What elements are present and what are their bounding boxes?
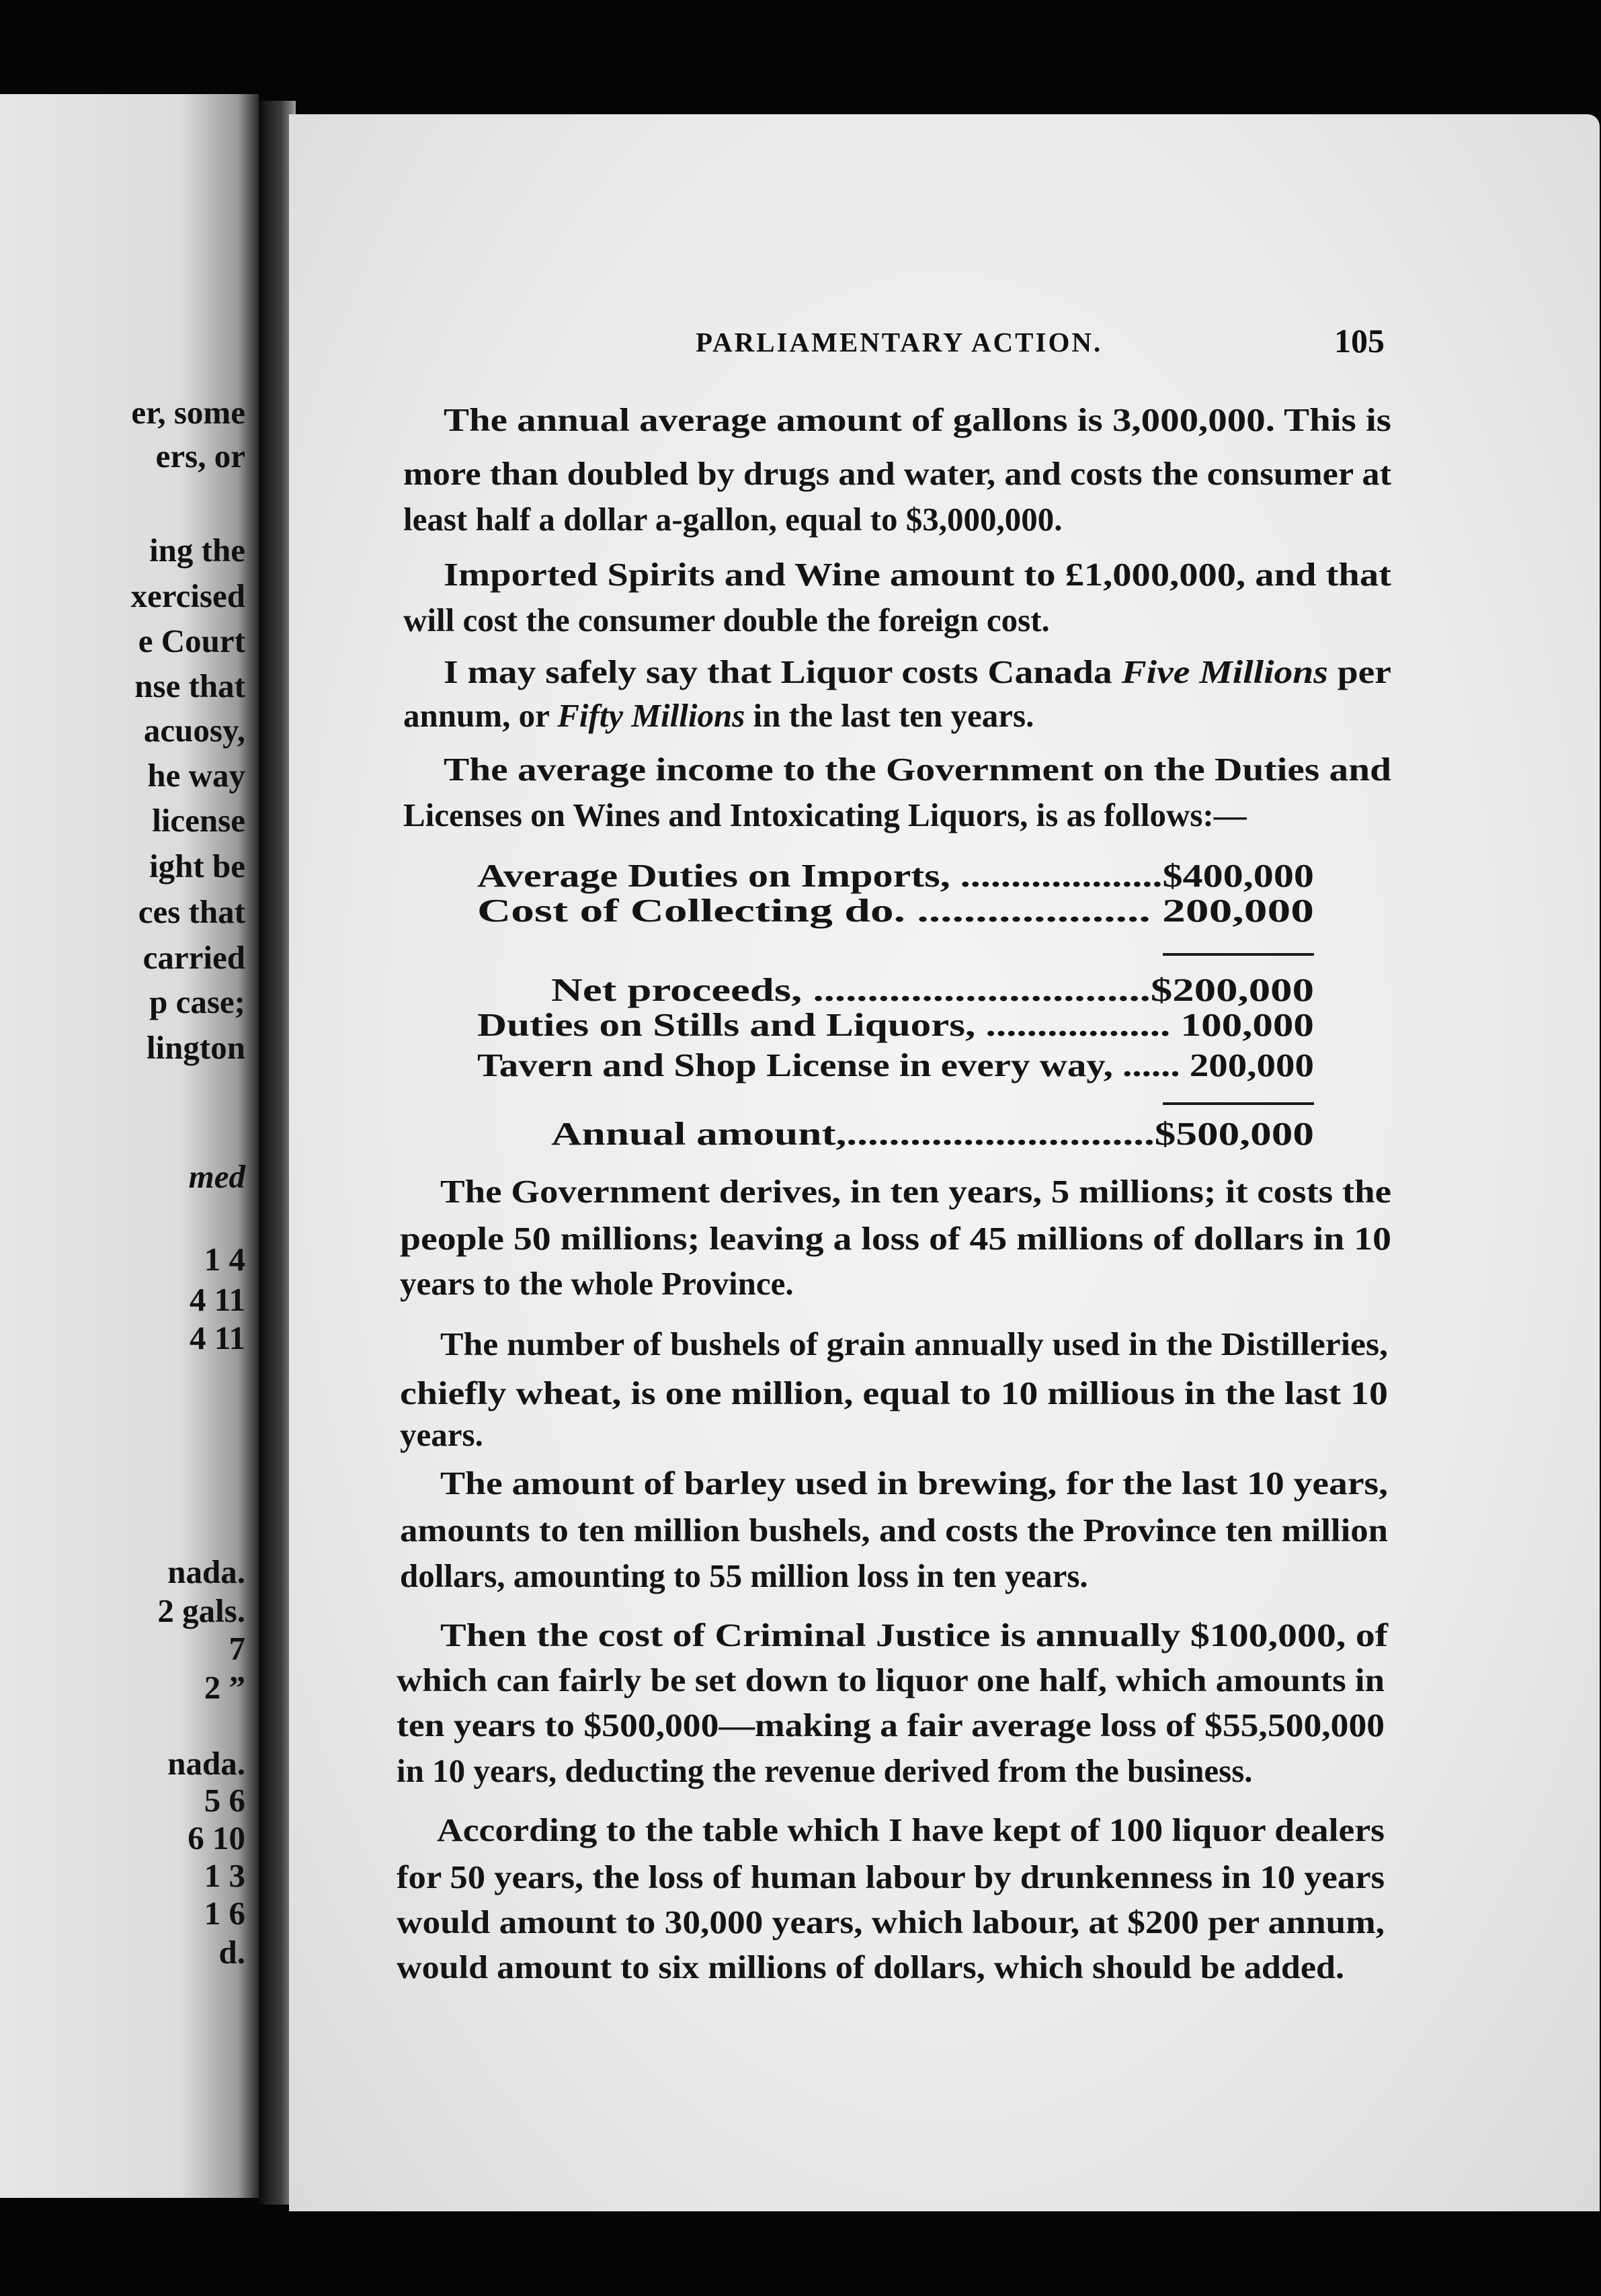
text-line: [444, 753, 1391, 786]
left-page-line: ing the: [149, 532, 245, 569]
left-page-line: nada.: [167, 1745, 245, 1782]
text-line: [477, 894, 1314, 927]
text-segment: would amount to 30,000 years, which labour, at $200 per annum,: [397, 1903, 1385, 1940]
text-segment: The number of bushels of grain annually used in the Distilleries,: [440, 1325, 1389, 1362]
left-page-line: d.: [218, 1934, 245, 1971]
text-segment: would amount to six millions of dollars, which should be added.: [397, 1949, 1344, 1985]
left-page-line: 1 3: [204, 1857, 245, 1894]
text-line: [440, 1467, 1388, 1500]
text-segment: people 50 millions; leaving a loss of 45 millions of dollars in 10: [400, 1220, 1392, 1257]
text-line: [477, 1049, 1314, 1081]
text-segment: ten years to $500,000—making a fair average loss of $55,500,000: [397, 1707, 1385, 1744]
text-line: [403, 798, 1247, 831]
text-segment: in 10 years, deducting the revenue derived from the business.: [397, 1752, 1253, 1789]
left-page-line: 5 6: [204, 1782, 245, 1819]
text-segment: The annual average amount of gallons is 3,000,000. This is: [444, 401, 1391, 438]
text-line: [444, 655, 1391, 688]
text-line: [403, 457, 1391, 490]
text-segment: least half a dollar a-gallon, equal to $3,000,000.: [403, 501, 1063, 538]
text-segment: Licenses on Wines and Intoxicating Liquors, is as follows:—: [403, 796, 1247, 833]
text-line: [551, 973, 1314, 1006]
text-segment: dollars, amounting to 55 million loss in ten years.: [400, 1557, 1088, 1594]
left-page-line: ight be: [149, 848, 245, 885]
text-segment: for 50 years, the loss of human labour by drunkenness in 10 years: [397, 1858, 1385, 1895]
left-page-line: 2 ”: [204, 1669, 245, 1706]
text-segment: Then the cost of Criminal Justice is annually $100,000, of: [440, 1616, 1389, 1653]
left-page-line: license: [152, 802, 245, 839]
text-line: [400, 1222, 1391, 1255]
text-segment: I may safely say that Liquor costs Canada: [444, 653, 1122, 690]
text-segment: more than doubled by drugs and water, and costs the consumer at: [403, 455, 1392, 492]
table-rule: [1163, 1102, 1314, 1105]
text-segment: The amount of barley used in brewing, for the last 10 years,: [440, 1465, 1389, 1502]
left-page-line: he way: [147, 757, 245, 794]
text-segment: The Government derives, in ten years, 5 millions; it costs the: [440, 1173, 1392, 1210]
text-segment: chiefly wheat, is one million, equal to 10 millious in the last 10: [400, 1375, 1389, 1411]
left-page-line: 7: [229, 1630, 245, 1667]
text-line: [397, 1754, 1253, 1787]
text-segment: Annual amount,.............................$500,000: [551, 1115, 1314, 1152]
text-line: [400, 1377, 1388, 1409]
left-page-line: nse that: [134, 667, 245, 704]
text-segment: Average Duties on Imports, ....................$400,000: [477, 857, 1314, 894]
text-line: [403, 699, 1034, 732]
text-line: [440, 1327, 1388, 1360]
text-line: [397, 1860, 1385, 1893]
text-line: [397, 1951, 1344, 1983]
text-line: [397, 1664, 1385, 1696]
text-line: [444, 403, 1391, 436]
text-line: [477, 1008, 1314, 1041]
text-line: [444, 558, 1391, 591]
text-segment: which can fairly be set down to liquor one half, which amounts in: [397, 1662, 1385, 1698]
text-line: [400, 1559, 1088, 1592]
left-page-line: acuosy,: [143, 712, 245, 749]
italic-text: Fifty Millions: [557, 697, 745, 734]
left-page-line: 1 6: [204, 1895, 245, 1932]
text-segment: The average income to the Government on the Duties and: [444, 751, 1392, 788]
text-line: [400, 1514, 1388, 1547]
left-page-line: 6 10: [188, 1819, 245, 1856]
left-page-line: nada.: [167, 1553, 245, 1590]
text-segment: years to the whole Province.: [400, 1265, 794, 1302]
text-segment: Cost of Collecting do. .................... 200,000: [477, 892, 1315, 929]
text-line: [437, 1813, 1385, 1846]
text-segment: Imported Spirits and Wine amount to £1,000,000, and that: [444, 556, 1391, 593]
text-segment: Duties on Stills and Liquors, .................. 100,000: [477, 1006, 1314, 1043]
text-line: [440, 1618, 1388, 1651]
left-page-line: e Court: [138, 622, 245, 659]
left-page-line: p case;: [149, 983, 245, 1020]
text-line: [397, 1905, 1385, 1938]
left-page-line: med: [188, 1158, 245, 1195]
left-page-line: 4 11: [189, 1319, 245, 1356]
text-line: [440, 1175, 1391, 1208]
text-segment: Net proceeds, ...............................$200,000: [551, 971, 1314, 1008]
table-rule: [1163, 953, 1314, 956]
text-line: [477, 859, 1314, 892]
text-line: [400, 1418, 483, 1451]
text-segment: amounts to ten million bushels, and costs the Province ten million: [400, 1512, 1389, 1549]
text-segment: will cost the consumer double the foreign cost.: [403, 602, 1050, 639]
left-page-line: xercised: [130, 577, 245, 614]
text-segment: per: [1327, 653, 1391, 690]
text-segment: According to the table which I have kept of 100 liquor dealers: [437, 1811, 1385, 1848]
text-line: [551, 1117, 1314, 1150]
left-page-line: 2 gals.: [157, 1592, 245, 1629]
text-segment: years.: [400, 1416, 483, 1453]
text-line: [400, 1267, 794, 1300]
left-page-line: er, some: [131, 394, 245, 431]
running-head: PARLIAMENTARY ACTION.: [696, 327, 1103, 358]
text-line: [397, 1707, 1385, 1744]
left-page-line: carried: [142, 939, 245, 976]
left-page-line: ces that: [138, 893, 245, 930]
text-line: [403, 604, 1050, 637]
left-page-line: ers, or: [155, 438, 245, 475]
left-page-line: 1 4: [204, 1241, 245, 1278]
text-line: [403, 503, 1063, 536]
previous-page-fragment: [0, 94, 259, 2198]
text-segment: in the last ten years.: [745, 697, 1034, 734]
text-segment: Tavern and Shop License in every way, ...... 200,000: [477, 1047, 1314, 1083]
left-page-line: 4 11: [189, 1281, 245, 1318]
page-number: 105: [1334, 322, 1385, 360]
text-segment: annum, or: [403, 697, 558, 734]
left-page-line: lington: [146, 1029, 245, 1066]
italic-text: Five Millions: [1121, 653, 1328, 690]
